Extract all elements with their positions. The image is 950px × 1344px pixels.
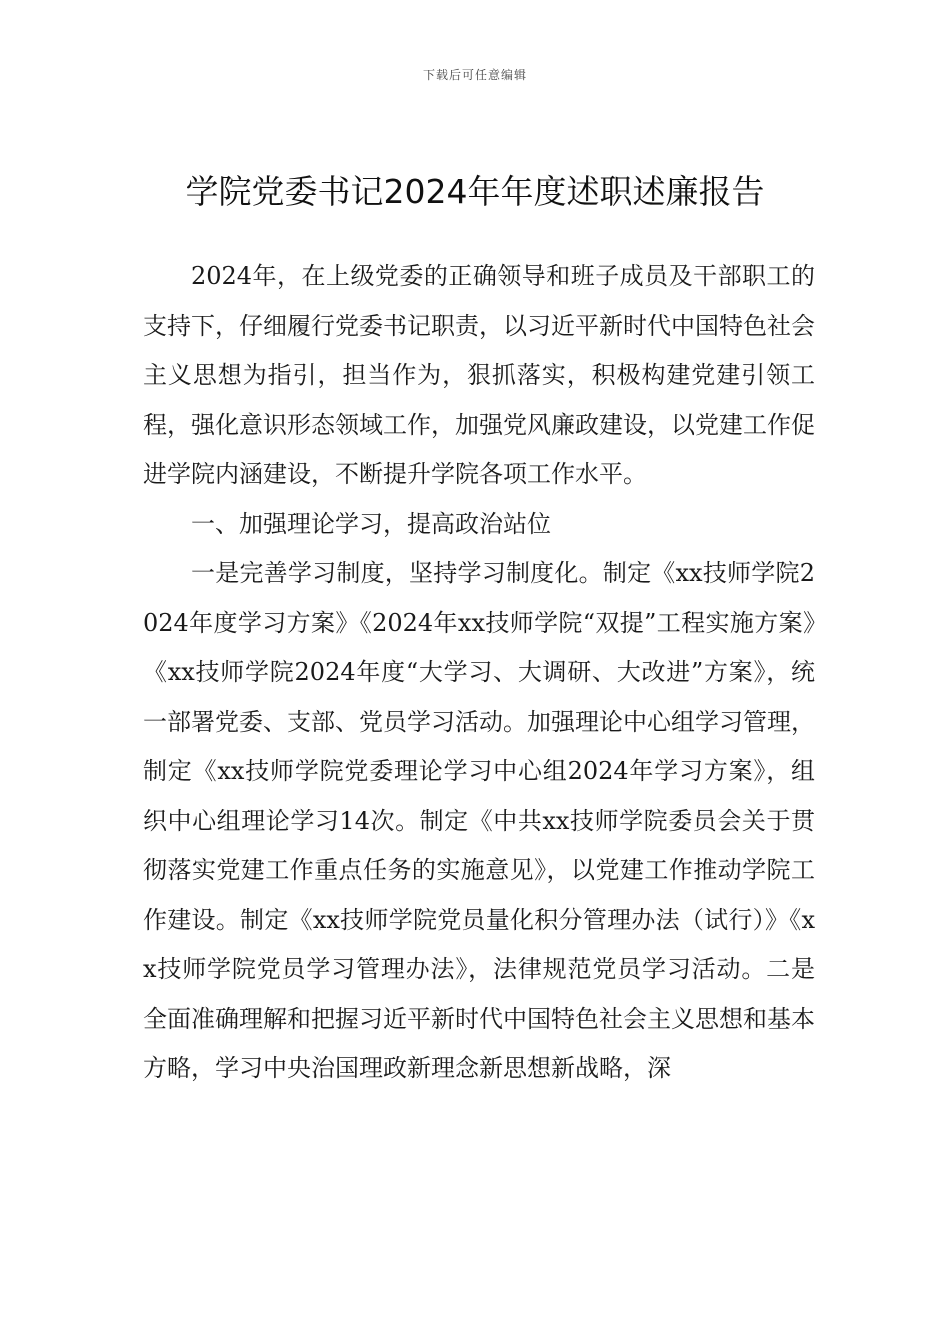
header-note: 下载后可任意编辑 bbox=[422, 68, 527, 82]
paragraph-intro: 2024年，在上级党委的正确领导和班子成员及干部职工的支持下，仔细履行党委书记职责，以习近平新时代中国特色社会主义思想为指引，担当作为，狠抓落实，积极构建党建引领工程，强化意识形态领域工作，加强党风廉政建设，以党建工作促进学院内涵建设，不断提升学院各项工作水平。 bbox=[143, 262, 815, 488]
document-title: 学院党委书记2024年年度述职述廉报告 bbox=[185, 172, 765, 211]
section-heading-1: 一、加强理论学习，提高政治站位 bbox=[191, 509, 551, 538]
paragraph-section-1: 一是完善学习制度，坚持学习制度化。制定《xx技师学院2024年度学习方案》《2024年xx技师学院“双提”工程实施方案》《xx技师学院2024年度“大学习、大调研、大改进”方案》，统一部署党委、支部、党员学习活动。加强理论中心组学习管理，制定《xx技师学院党委理论学习中心组2024年学习方案》，组织中心组理论学习14次。制定《中共xx技师学院委员会关于贯彻落实党建工作重点任务的实施意见》，以党建工作推动学院工作建设。制定《xx技师学院党员量化积分管理办法（试行）》《xx技师学院党员学习管理办法》，法律规范党员学习活动。二是全面准确理解和把握习近平新时代中国特色社会主义思想和基本方略，学习中央治国理政新理念新思想新战略，深 bbox=[143, 559, 815, 1082]
document-body bbox=[143, 252, 815, 1094]
